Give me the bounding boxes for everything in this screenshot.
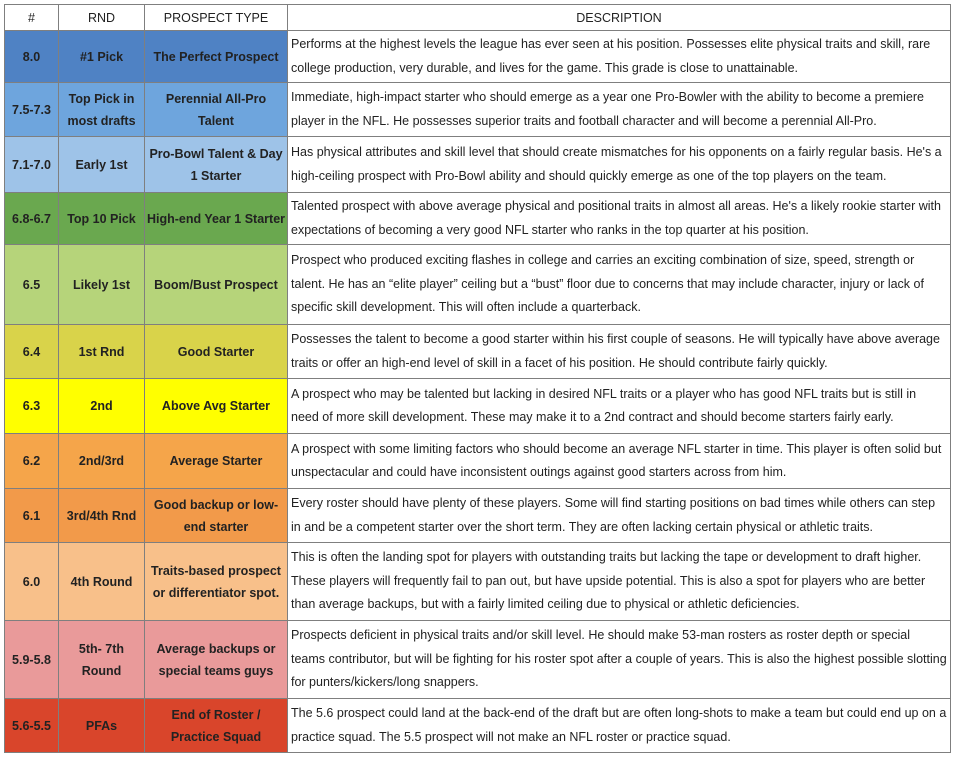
prospect-type-cell: End of Roster / Practice Squad — [145, 699, 288, 753]
table-row — [5, 193, 951, 245]
description-cell: Prospect who produced exciting flashes in college and carries an exciting combination of size, speed, strength or talent. He has an “elite player” ceiling but a “bust” floor due to concerns that may include character, injury or lack of specific skill development. This will often include a quarterback. — [288, 245, 951, 325]
round-cell: 2nd/3rd — [59, 434, 145, 489]
grade-cell: 5.9-5.8 — [5, 621, 59, 699]
table-row — [5, 245, 951, 325]
prospect-type-cell: High-end Year 1 Starter — [145, 193, 288, 245]
round-cell: Top 10 Pick — [59, 193, 145, 245]
draft-grade-table — [4, 4, 951, 753]
table-row — [5, 434, 951, 489]
round-cell: Top Pick in most drafts — [59, 83, 145, 137]
grade-cell: 6.0 — [5, 543, 59, 621]
prospect-type-cell: Traits-based prospect or differentiator spot. — [145, 543, 288, 621]
round-cell: 5th- 7th Round — [59, 621, 145, 699]
grade-cell: 6.5 — [5, 245, 59, 325]
table-row — [5, 83, 951, 137]
prospect-type-cell: Pro-Bowl Talent & Day 1 Starter — [145, 137, 288, 193]
round-cell: 3rd/4th Rnd — [59, 489, 145, 543]
round-cell: Likely 1st — [59, 245, 145, 325]
prospect-type-cell: The Perfect Prospect — [145, 31, 288, 83]
grade-cell: 6.1 — [5, 489, 59, 543]
header-description: DESCRIPTION — [288, 5, 951, 31]
prospect-type-cell: Average backups or special teams guys — [145, 621, 288, 699]
grade-cell: 7.1-7.0 — [5, 137, 59, 193]
grade-cell: 6.3 — [5, 379, 59, 434]
description-cell: Performs at the highest levels the league has ever seen at his position. Possesses elite physical traits and skill, rare college production, very durable, and lives for the game. This grade is close to unattainable. — [288, 31, 951, 83]
prospect-type-cell: Above Avg Starter — [145, 379, 288, 434]
table-row — [5, 489, 951, 543]
table-row — [5, 699, 951, 753]
table-row — [5, 137, 951, 193]
round-cell: Early 1st — [59, 137, 145, 193]
grade-cell: 7.5-7.3 — [5, 83, 59, 137]
header-num: # — [5, 5, 59, 31]
header-row — [5, 5, 951, 31]
round-cell: #1 Pick — [59, 31, 145, 83]
description-cell: Prospects deficient in physical traits and/or skill level. He should make 53-man rosters as roster depth or special teams contributor, but will be fighting for his roster spot after a couple of years. This is also the highest possible slotting for punters/kickers/long snappers. — [288, 621, 951, 699]
prospect-type-cell: Good backup or low-end starter — [145, 489, 288, 543]
prospect-type-cell: Good Starter — [145, 325, 288, 379]
grade-cell: 6.8-6.7 — [5, 193, 59, 245]
description-cell: Possesses the talent to become a good starter within his first couple of seasons. He will typically have above average traits or offer an high-end level of skill in a facet of his position. He should contribute fairly quickly. — [288, 325, 951, 379]
grade-cell: 6.2 — [5, 434, 59, 489]
description-cell: A prospect who may be talented but lacking in desired NFL traits or a player who has good NFL traits but is still in need of more skill development. These may make it to a 2nd contract and should become starters fairly early. — [288, 379, 951, 434]
prospect-type-cell: Average Starter — [145, 434, 288, 489]
table-row — [5, 543, 951, 621]
description-cell: This is often the landing spot for players with outstanding traits but lacking the tape or development to draft higher. These players will frequently fail to pan out, but have upside potential. This is also a spot for players who are better than average backups, but with a fairly limited ceiling due to physical or athletic deficiencies. — [288, 543, 951, 621]
header-rnd: RND — [59, 5, 145, 31]
header-prospect-type: PROSPECT TYPE — [145, 5, 288, 31]
description-cell: The 5.6 prospect could land at the back-end of the draft but are often long-shots to make a team but could end up on a practice squad. The 5.5 prospect will not make an NFL roster or practice squad. — [288, 699, 951, 753]
round-cell: 2nd — [59, 379, 145, 434]
description-cell: A prospect with some limiting factors who should become an average NFL starter in time. This player is often solid but unspectacular and could have inconsistent outings against good starters across from him. — [288, 434, 951, 489]
grade-cell: 8.0 — [5, 31, 59, 83]
description-cell: Has physical attributes and skill level that should create mismatches for his opponents on a fairly regular basis. He's a high-ceiling prospect with Pro-Bowl ability and should quickly emerge as one of the top players on the team. — [288, 137, 951, 193]
table-row — [5, 379, 951, 434]
round-cell: PFAs — [59, 699, 145, 753]
description-cell: Immediate, high-impact starter who should emerge as a year one Pro-Bowler with the ability to become a premiere player in the NFL. He possesses superior traits and football character and will become a perennial All-Pro. — [288, 83, 951, 137]
round-cell: 1st Rnd — [59, 325, 145, 379]
grade-cell: 5.6-5.5 — [5, 699, 59, 753]
description-cell: Every roster should have plenty of these players. Some will find starting positions on bad times while others can step in and be a competent starter over the short term. They are often lacking certain physical or athletic traits. — [288, 489, 951, 543]
prospect-type-cell: Perennial All-Pro Talent — [145, 83, 288, 137]
round-cell: 4th Round — [59, 543, 145, 621]
description-cell: Talented prospect with above average physical and positional traits in almost all areas. He's a likely rookie starter with expectations of becoming a very good NFL starter who ranks in the top quarter at his position. — [288, 193, 951, 245]
table-row — [5, 621, 951, 699]
table-row — [5, 325, 951, 379]
table-row — [5, 31, 951, 83]
prospect-type-cell: Boom/Bust Prospect — [145, 245, 288, 325]
grade-cell: 6.4 — [5, 325, 59, 379]
